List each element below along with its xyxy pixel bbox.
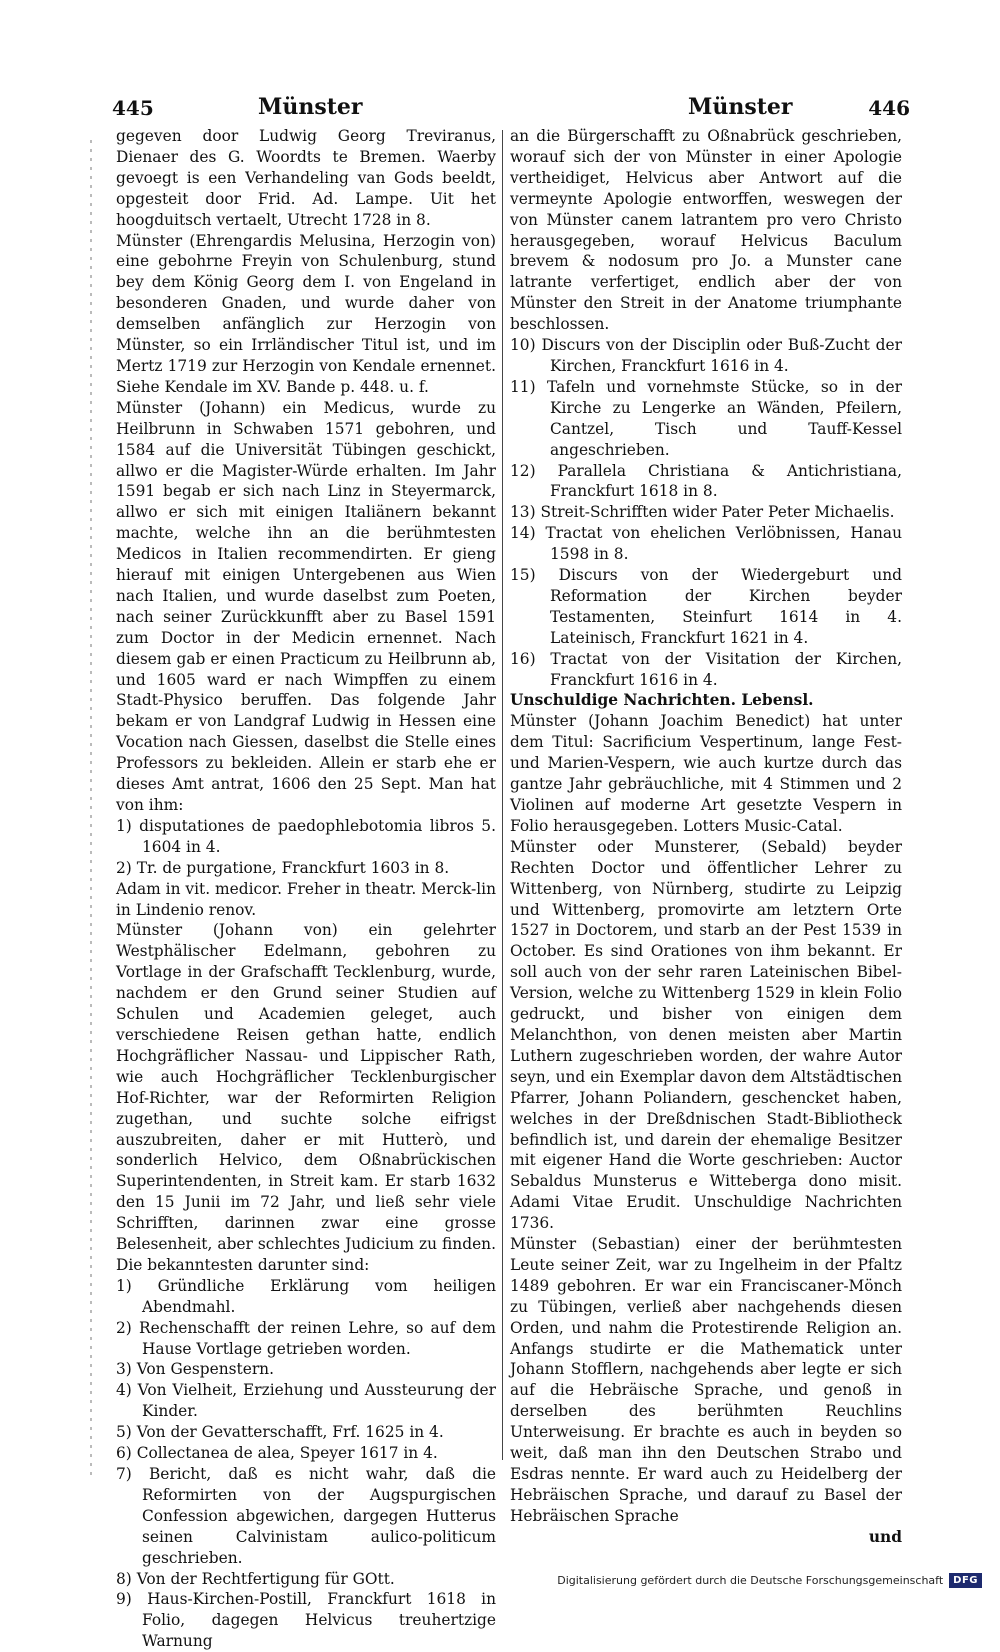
list-item: 1) disputationes de paedophlebotomia libros 5. 1604 in 4.: [116, 816, 496, 856]
list-item: 1) Gründliche Erklärung vom heiligen Abendmahl.: [116, 1276, 496, 1316]
list-item: 10) Discurs von der Disciplin oder Buß-Zucht der Kirchen, Franckfurt 1616 in 4.: [510, 336, 902, 375]
list-item: 5) Von der Gevatterschafft, Frf. 1625 in 4.: [116, 1423, 444, 1442]
list-item: 8) Von der Rechtfertigung für GOtt.: [116, 1569, 395, 1588]
entry-paragraph: Münster (Johann) ein Medicus, wurde zu Heilbrunn in Schwaben 1571 gebohren, und 1584 auf die Universität Tübingen geschickt, allwo er die Magister-Würde erhalten. Im Jahr 1591 begab er sich nach Linz in Steyermarck, allwo er sich mit einigen Italiänern bekannt machte, welche ihn an die berühmtesten Medicos in Italien recommendirten. Er gieng hierauf mit einigen Untergebenen aus Wien nach Italien, und wurde daselbst zum Poeten, nach seiner Zurückkunfft aber zu Basel 1591 zum Doctor in der Medicin ernennet. Nach diesem gab er einen Practicum zu Heilbrunn ab, und 1605 ward er nach Wimpffen zu einem Stadt-Physico beruffen. Das folgende Jahr bekam er von Landgraf Ludwig in Hessen eine Vocation nach Giessen, daselbst die Stelle eines Professors zu bekleiden. Allein er starb ehe er dieses Amt antrat, 1606 den 25 Sept. Man hat von ihm:: [116, 398, 496, 814]
page-edge-decoration: [90, 140, 92, 1480]
list-item: 7) Bericht, daß es nicht wahr, daß die Reformirten von der Augspurgischen Confession abgewichen, dargegen Hutterus seinen Calvinistam aulico-politicum geschrieben.: [116, 1465, 496, 1567]
entry-paragraph: an die Bürgerschafft zu Oßnabrück geschrieben, worauf sich der von Münster in einer Apologie vertheidiget, Helvicus aber Antwort auf die vermeynte Apologie entworffen, weswegen der von Münster canem latrantem pro vero Christo herausgegeben, worauf Helvicus Baculum brevem & nodosum pro Jo. a Munster cane latrante verfertiget, endlich aber der von Münster den Streit in der Anatome triumphante beschlossen.: [510, 127, 902, 334]
running-head-left: Münster: [258, 94, 363, 120]
dfg-logo: DFG: [949, 1573, 982, 1588]
left-column: [116, 126, 496, 1652]
entry-paragraph: Münster (Sebastian) einer der berühmtesten Leute seiner Zeit, war zu Ingelheim in der Pfaltz 1489 gebohren. Er war ein Franciscaner-Mönch zu Tübingen, verließ aber nachgehends diesen Orden, und nahm die Protestirende Religion an. Anfangs studirte er die Mathematick unter Johann Stofflern, nachgehends aber legte er sich auf die Hebräische Sprache, und genoß in derselben des berühmten Reuchlins Unterweisung. Er brachte es auch in beyden so weit, daß man ihn den Deutschen Strabo und Esdras nennte. Er ward auch zu Heidelberg der Hebräischen Sprache, und darauf zu Basel der Hebräischen Sprache: [510, 1235, 902, 1525]
page-number-right: 446: [868, 96, 910, 120]
list-item: 3) Von Gespenstern.: [116, 1360, 274, 1379]
page-number-left: 445: [112, 96, 154, 120]
list-item: 12) Parallela Christiana & Antichristiana, Franckfurt 1618 in 8.: [510, 461, 902, 501]
reference-line: Adam in vit. medicor. Freher in theatr. Merck-lin in Lindenio renov.: [116, 879, 496, 919]
entry-paragraph: Münster oder Munsterer, (Sebald) beyder Rechten Doctor und öffentlicher Lehrer zu Wittenberg, von Nürnberg, studirte zu Leipzig und Wittenberg, promovirte am letztern Orte 1527 in Doctorem, und starb an der Pest 1539 in October. Es sind Orationes von ihm bekannt. Er soll auch von der sehr raren Lateinischen Bibel-Version, welche zu Wittenberg 1529 in klein Folio gedruckt, und bisher von einigen dem Melanchthon, von denen meisten aber Martin Luthern zugeschrieben worden, der wahre Autor seyn, und ein Exemplar davon dem Altstädtischen Pfarrer, Johann Poliandern, geschencket haben, welches in der Dreßdnischen Stadt-Bibliotheck befindlich ist, und darein der ehemalige Besitzer mit eigener Hand die Worte geschrieben: Auctor Sebaldus Munsterus e Witteberga dono misit. Adami Vitae Erudit. Unschuldige Nachrichten 1736.: [510, 837, 902, 1233]
list-item: 2) Rechenschafft der reinen Lehre, so auf dem Hause Vortlage getrieben worden.: [116, 1318, 496, 1358]
footer: [557, 1573, 982, 1588]
entry-paragraph: Münster (Ehrengardis Melusina, Herzogin von) eine gebohrne Freyin von Schulenburg, stund bey dem König Georg dem I. von Engeland in besonderen Gnaden, und wurde daher von demselben anfänglich zur Herzogin von Münster, so ein Irrländischer Titul ist, und im Mertz 1719 zur Herzogin von Kendale ernennet. Siehe Kendale im XV. Bande p. 448. u. f.: [116, 231, 496, 396]
list-item: 9) Haus-Kirchen-Postill, Franckfurt 1618 in Folio, dagegen Helvicus treuhertzige Warnung: [116, 1590, 496, 1651]
right-column: [510, 126, 902, 1548]
source-reference: Unschuldige Nachrichten. Lebensl.: [510, 691, 814, 710]
list-item: 14) Tractat von ehelichen Verlöbnissen, Hanau 1598 in 8.: [510, 524, 902, 564]
catchword: und: [868, 1527, 902, 1546]
entry-paragraph: gegeven door Ludwig Georg Treviranus, Dienaer des G. Woordts te Bremen. Waerby gevoegt is een Verhandeling van Gods beeldt, opgesteit door Frid. Ad. Lampe. Uit het hoogduitsch vertaelt, Utrecht 1728 in 8.: [116, 127, 496, 229]
entry-paragraph: Münster (Johann Joachim Benedict) hat unter dem Titul: Sacrificium Vespertinum, lange Fest- und Marien-Vespern, wie auch kurtze durch das gantze Jahr gebräuchliche, mit 4 Stimmen und 2 Violinen auf moderne Art gesetzte Vespern in Folio herausgegeben. Lotters Music-Catal.: [510, 712, 902, 835]
page-header: [110, 96, 910, 124]
list-item: 15) Discurs von der Wiedergeburt und Reformation der Kirchen beyder Testamenten, Steinfurt 1614 in 4. Lateinisch, Franckfurt 1621 in 4.: [510, 566, 902, 647]
footer-text: Digitalisierung gefördert durch die Deutsche Forschungsgemeinschaft: [557, 1574, 944, 1587]
list-item: 11) Tafeln und vornehmste Stücke, so in der Kirche zu Lengerke an Wänden, Pfeilern, Cantzel, Tisch und Tauff-Kessel angeschrieben.: [510, 377, 902, 459]
list-item: 2) Tr. de purgatione, Franckfurt 1603 in 8.: [116, 858, 450, 877]
list-item: 4) Von Vielheit, Erziehung und Aussteurung der Kinder.: [116, 1381, 496, 1421]
list-item: 6) Collectanea de alea, Speyer 1617 in 4.: [116, 1444, 438, 1463]
running-head-right: Münster: [688, 94, 793, 120]
entry-paragraph: Münster (Johann von) ein gelehrter Westphälischer Edelmann, gebohren zu Vortlage in der Grafschafft Tecklenburg, wurde, nachdem er den Grund seiner Studien auf Schulen und Academien geleget, auch verschiedene Reisen gethan hatte, endlich Hochgräflicher Nassau- und Lippischer Rath, wie auch Hochgräflicher Tecklenburgischer Hof-Richter, war der Reformirten Religion zugethan, und suchte solche eifrigst auszubreiten, daher er mit Hutterò, und sonderlich Helvico, dem Oßnabrückischen Superintendenten, in Streit kam. Er starb 1632 den 15 Junii im 72 Jahr, und ließ sehr viele Schrifften, darinnen zwar eine grosse Belesenheit, aber schlechtes Judicium zu finden. Die bekanntesten darunter sind:: [116, 921, 496, 1274]
column-divider: [502, 130, 503, 1460]
list-item: 13) Streit-Schrifften wider Pater Peter Michaelis.: [510, 503, 895, 522]
list-item: 16) Tractat von der Visitation der Kirchen, Franckfurt 1616 in 4.: [510, 649, 902, 689]
